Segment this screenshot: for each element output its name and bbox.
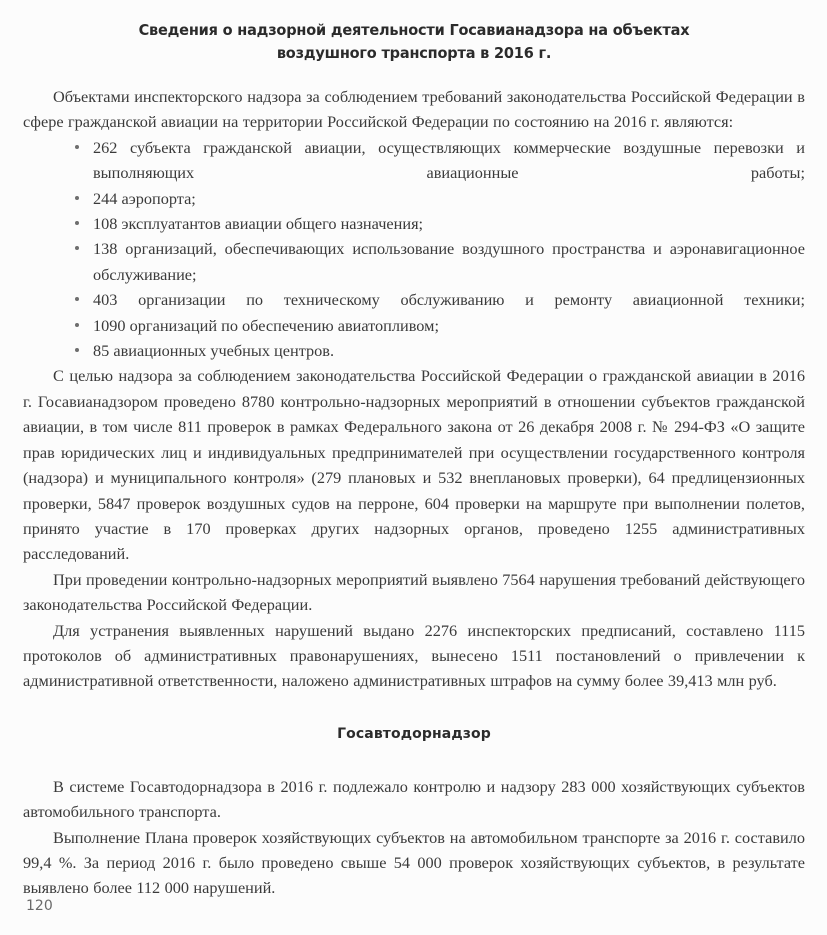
section-heading-gosavtodornadzor: Госавтодорнадзор [337, 724, 491, 742]
spacer-before-section-heading [23, 694, 805, 723]
list-item [23, 287, 805, 312]
bullet-dot-icon [75, 196, 79, 200]
intro-paragraph: Объектами инспекторского надзора за соблюдением требований законодательства Российской Федерации в сфере гражданской авиации на территории Российской Федерации по состоянию на 2016 г. являются: [23, 87, 805, 132]
page-number: 120 [26, 898, 53, 914]
section2-paragraph-1: В системе Госавтодорнадзора в 2016 г. подлежало контролю и надзору 283 000 хозяйствующих субъектов автомобильного транспорта. [23, 776, 805, 822]
list-item-label: 108 эксплуатантов авиации общего назначения; [93, 214, 424, 234]
list-item-label: 403 организации по техническому обслуживанию и ремонту авиационной техники; [93, 290, 805, 310]
list-item [23, 186, 805, 211]
bullet-dot-icon [75, 145, 79, 149]
body-paragraph-3: Для устранения выявленных нарушений выдано 2276 инспекторских предписаний, составлено 1115 протоколов об административных правонарушениях, вынесено 1511 постановлений о привлечении к административной ответственности, наложено административных штрафов на сумму более 39,413 млн руб. [23, 620, 805, 691]
section2-paragraph-2: Выполнение Плана проверок хозяйствующих субъектов на автомобильном транспорте за 2016 г. составило 99,4 %. За период 2016 г. было проведено свыше 54 000 проверок хозяйствующих субъектов, в результате выявлено более 112 000 нарушений. [23, 827, 805, 898]
bullet-dot-icon [75, 246, 79, 250]
page-title-line-1: Сведения о надзорной деятельности Госавианадзора на объектах [138, 21, 690, 39]
list-item [23, 211, 805, 236]
bullet-dot-icon [75, 297, 79, 301]
page-title [41, 0, 788, 65]
bullet-dot-icon [75, 323, 79, 327]
list-item [23, 313, 805, 338]
body-paragraph-2: При проведении контрольно-надзорных мероприятий выявлено 7564 нарушения требований действующего законодательства Российской Федерации. [23, 569, 805, 615]
page-content [23, 0, 805, 901]
body-paragraph-1: С целью надзора за соблюдением законодательства Российской Федерации о гражданской авиации в 2016 г. Госавианадзором проведено 8780 контрольно-надзорных мероприятий в отношении субъектов гражданской авиации, в том числе 811 проверок в рамках Федерального закона от 26 декабря 2008 г. № 294-ФЗ «О защите прав юридических лиц и индивидуальных предпринимателей при осуществлении государственного контроля (надзора) и муниципального контроля» (279 плановых и 532 внеплановых проверки), 64 предлицензионных проверки, 5847 проверок воздушных судов на перроне, 604 проверки на маршруте при выполнении полетов, принято участие в 170 проверках других надзорных органов, проведено 1255 административных расследований. [23, 366, 805, 564]
spacer-after-section-heading [23, 745, 805, 774]
aviation-objects-list [23, 135, 805, 364]
list-item [23, 135, 805, 186]
list-item [23, 236, 805, 287]
spacer-title-body [23, 65, 805, 84]
list-item-label: 138 организаций, обеспечивающих использование воздушного пространства и аэронавигационное обслуживание; [93, 239, 805, 284]
bullet-dot-icon [75, 221, 79, 225]
bullet-dot-icon [75, 348, 79, 352]
list-item-label: 1090 организаций по обеспечению авиатопливом; [93, 315, 439, 335]
list-item-label: 85 авиационных учебных центров. [93, 341, 335, 361]
page-title-line-2: воздушного транспорта в 2016 г. [276, 44, 552, 62]
list-item [23, 338, 805, 363]
list-item-label: 262 субъекта гражданской авиации, осуществляющих коммерческие воздушные перевозки и выполняющих авиационные работы; [93, 137, 805, 183]
list-item-label: 244 аэропорта; [93, 188, 196, 208]
